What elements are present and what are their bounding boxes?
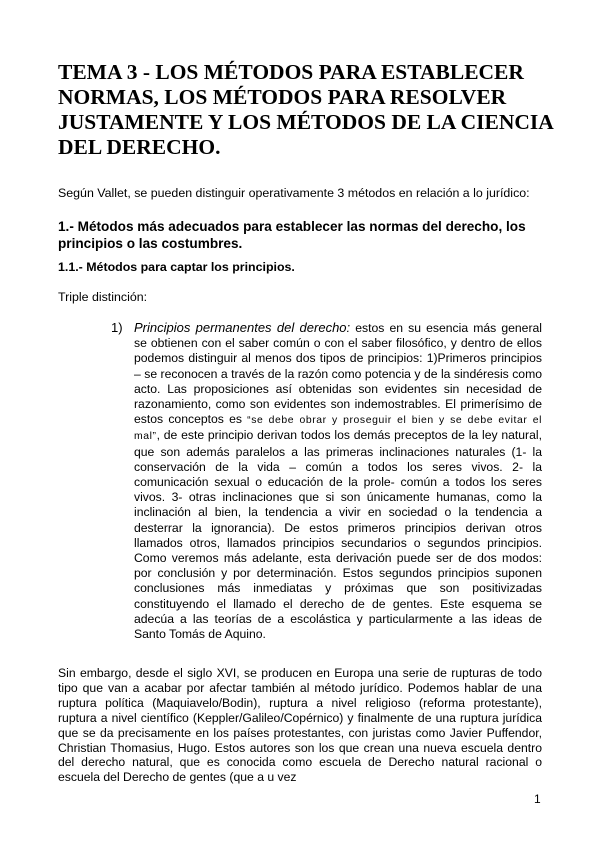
body-paragraph: Sin embargo, desde el siglo XVI, se producen en Europa una serie de rupturas de todo tipo que van a acabar por afectar también al método jurídico. Podemos hablar de una ruptura política (Maquiavelo/Bodin), ruptura a nivel religioso (reforma protestante), ruptura a nivel científico (Keppler/Galileo/Copérnico) y finalmente de una ruptura jurídica que se da precisamente en los países protestantes, con juristas como Javier Puffendor, Christian Thomasius, Hugo. Estos autores son los que crean una nueva escuela dentro del derecho natural, que es conocida como escuela de Derecho natural racional o escuela del Derecho de gentes (que a u vez <box>58 666 542 785</box>
intro-paragraph: Según Vallet, se pueden distinguir operativamente 3 métodos en relación a lo jurídico: <box>58 186 530 200</box>
list-item-text-part-b: , de este principio derivan todos los demás preceptos de la ley natural, que son además paralelos a las primeras inclinaciones naturales (1- la conservación de la vida – común a todos los seres vivos. 2- la comunicación sexual o educación de la prole- común a todos los seres vivos. 3- otras inclinaciones que si son únicamente humanas, como la inclinación al bien, la tendencia a vivir en sociedad o la tendencia a desterrar la ignorancia). De estos primeros principios derivan otros llamados otros, llamados principios secundarios o segundos principios. Como veremos más adelante, esta derivación puede ser de dos modos: por conclusión y por determinación. Estos segundos principios suponen conclusiones más inmediatas y próximas que son positivizadas constituyendo el llamado el derecho de de gentes. Este esquema se adecúa a las teorías de a escolástica y particularmente a las ideas de Santo Tomás de Aquino. <box>134 428 542 642</box>
list-item-text-part-a: estos en su esencia más general se obtienen con el saber común o con el saber filosófico, y dentro de ellos podemos distinguir al menos dos tipos de principios: 1)Primeros principios – se reconocen a través de la razón como potencia y de la sindéresis como acto. Las proposiciones así obtenidas son evidentes sin necesidad de razonamiento, como son evidentes son indemostrables. El primerísimo de estos conceptos es <box>134 321 542 427</box>
list-item-text <box>134 320 542 642</box>
document-title: TEMA 3 - LOS MÉTODOS PARA ESTABLECER NORMAS, LOS MÉTODOS PARA RESOLVER JUSTAMENTE Y LOS MÉTODOS DE LA CIENCIA DEL DERECHO. <box>58 60 553 159</box>
triple-distinction-label: Triple distinción: <box>58 290 148 304</box>
list-item-number: 1) <box>111 320 123 335</box>
subsection-heading-1-1: 1.1.- Métodos para captar los principios. <box>58 260 295 274</box>
page-number: 1 <box>534 792 541 806</box>
section-heading-1: 1.- Métodos más adecuados para establecer las normas del derecho, los principios o las costumbres. <box>58 219 526 251</box>
list-item-quote: “se debe obrar y proseguir el bien y se debe evitar el mal” <box>134 415 542 443</box>
list-item-term: Principios permanentes del derecho: <box>134 320 351 335</box>
